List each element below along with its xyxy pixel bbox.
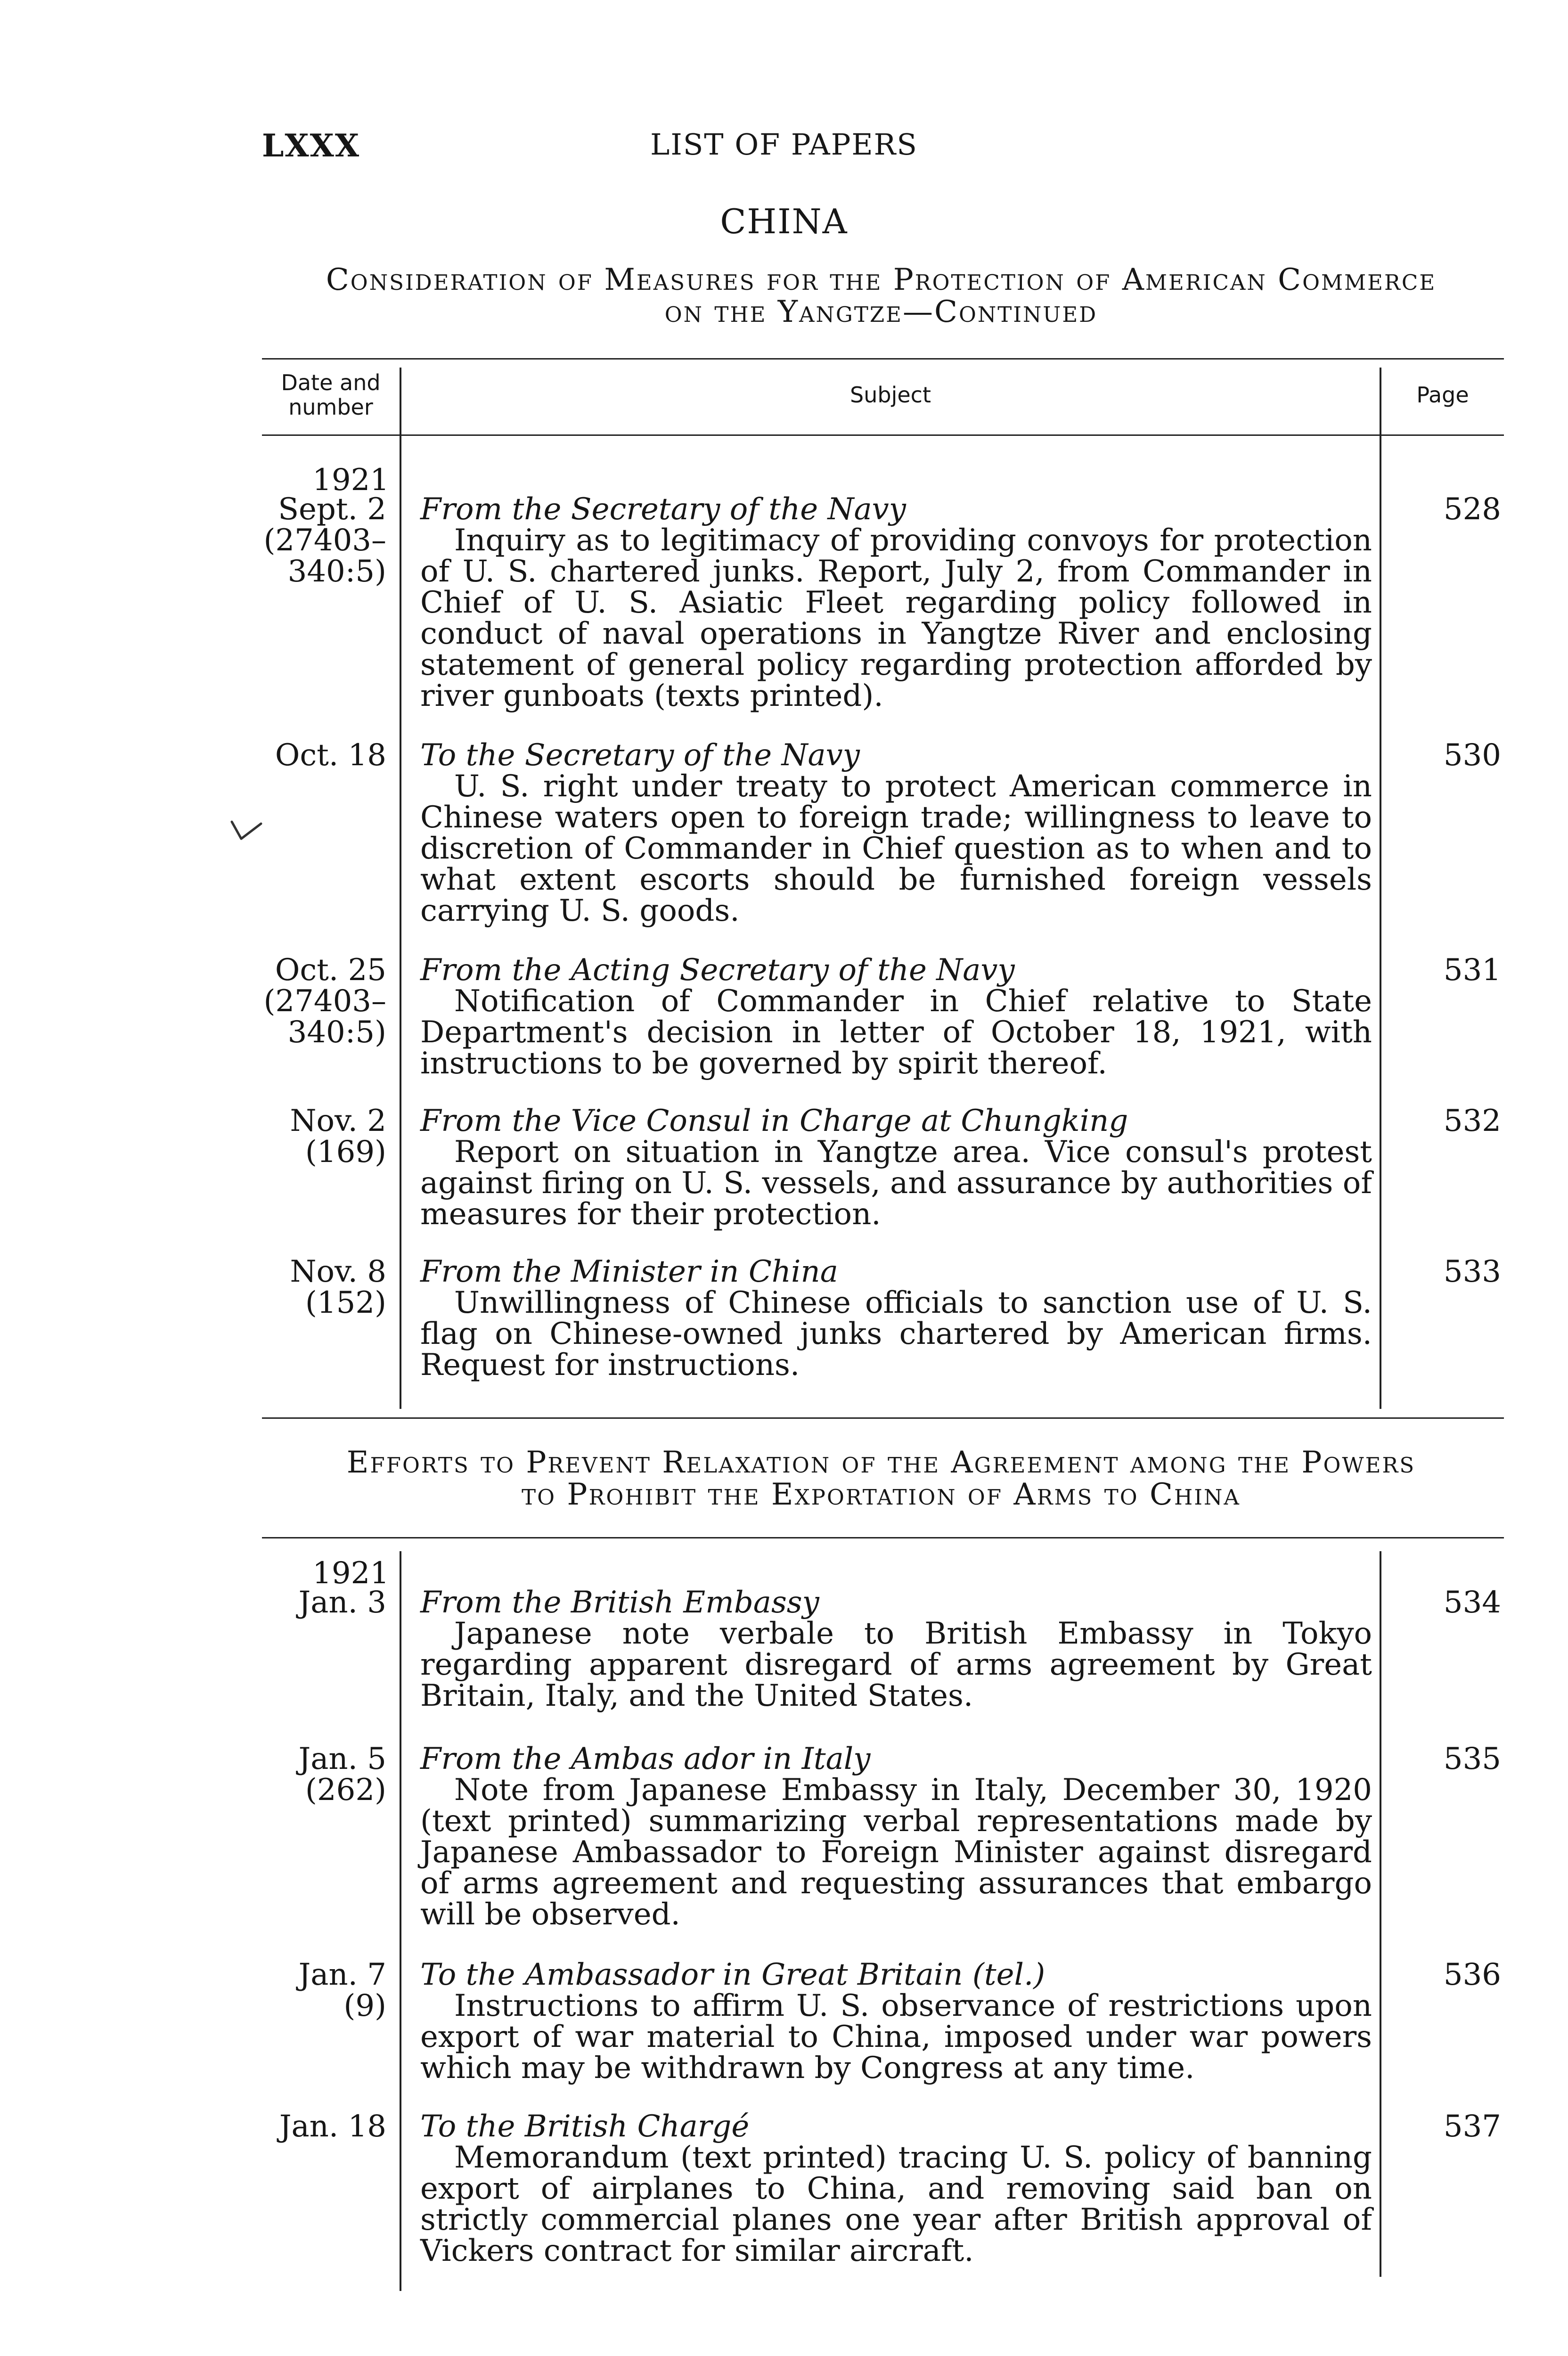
entry-correspondent: To the Secretary of the Navy bbox=[420, 738, 860, 773]
year-label: 1921 bbox=[312, 463, 389, 498]
entry-subject bbox=[420, 2111, 1372, 2266]
entry-correspondent: From the Vice Consul in Charge at Chungking bbox=[420, 1104, 1128, 1138]
entry-subject bbox=[420, 955, 1372, 1079]
entry-description: Unwillingness of Chinese officials to sanction use of U. S. flag on Chinese-owned junks chartered by American firms. Request for instructions. bbox=[420, 1285, 1372, 1383]
entry-description: Memorandum (text printed) tracing U. S. policy of banning export of airplanes to China, and removing said ban on strictly commercial planes one year after British approval of Vickers contract for similar aircraft. bbox=[420, 2140, 1372, 2268]
column-header-subject: Subject bbox=[850, 382, 931, 408]
entry-correspondent: From the Acting Secretary of the Navy bbox=[420, 953, 1015, 988]
entry-description: Instructions to affirm U. S. observance of restrictions upon export of war material to China, imposed under war powers which may be withdrawn by Congress at any time. bbox=[420, 1988, 1372, 2086]
section-divider-rule bbox=[262, 1417, 1504, 1419]
entry-description: U. S. right under treaty to protect American commerce in Chinese waters open to foreign trade; willingness to leave to discretion of Commander in Chief question as to when and to what extent escorts should be furnished foreign vessels carrying U. S. goods. bbox=[420, 769, 1372, 928]
entry-subject bbox=[420, 1587, 1372, 1711]
section-title-line: on the Yangtze—Continued bbox=[664, 294, 1098, 329]
entry-correspondent: From the Secretary of the Navy bbox=[420, 492, 906, 527]
entry-date: Sept. 2 (27403– 340:5) bbox=[263, 492, 386, 589]
papers-table-arms bbox=[262, 1537, 1504, 2291]
entry-page: 528 bbox=[1443, 492, 1501, 527]
entry-date: Nov. 8 (152) bbox=[290, 1254, 386, 1320]
table-header-rule bbox=[262, 434, 1504, 436]
section-title-line: to Prohibit the Exportation of Arms to China bbox=[522, 1477, 1241, 1512]
entry-correspondent: From the British Embassy bbox=[420, 1585, 819, 1620]
entry-correspondent: To the British Chargé bbox=[420, 2109, 750, 2144]
entry-page: 535 bbox=[1443, 1742, 1501, 1776]
year-label: 1921 bbox=[312, 1556, 389, 1591]
section-title-commerce bbox=[254, 264, 1508, 328]
entry-page: 531 bbox=[1443, 953, 1501, 988]
table-top-rule bbox=[262, 1537, 1504, 1538]
entry-subject bbox=[420, 1959, 1372, 2084]
entry-description: Japanese note verbale to British Embassy in Tokyo regarding apparent disregard of arms agreement by Great Britain, Italy, and the United States. bbox=[420, 1616, 1372, 1713]
column-header-date: Date and number bbox=[281, 370, 381, 420]
page-header bbox=[0, 127, 1568, 170]
entry-subject bbox=[420, 1743, 1372, 1930]
entry-subject bbox=[420, 1256, 1372, 1381]
entry-page: 533 bbox=[1443, 1254, 1501, 1289]
section-title-line: Efforts to Prevent Relaxation of the Agreement among the Powers bbox=[346, 1445, 1416, 1480]
entry-page: 534 bbox=[1443, 1585, 1501, 1620]
entry-correspondent: From the Ambas ador in Italy bbox=[420, 1742, 871, 1776]
entry-description: Notification of Commander in Chief relative to State Department's decision in letter of October 18, 1921, with instructions to be governed by spirit thereof. bbox=[420, 984, 1372, 1081]
entry-description: Note from Japanese Embassy in Italy, December 30, 1920 (text printed) summarizing verbal representations made by Japanese Ambassador to Foreign Minister against disregard of arms agreement and requesting assurances that embargo will be observed. bbox=[420, 1773, 1372, 1932]
page-number: LXXX bbox=[262, 127, 360, 164]
pencil-checkmark-icon bbox=[230, 815, 263, 843]
entry-date: Oct. 18 bbox=[275, 738, 386, 773]
entry-subject bbox=[420, 740, 1372, 926]
entry-page: 537 bbox=[1443, 2109, 1501, 2144]
entry-page: 536 bbox=[1443, 1957, 1501, 1992]
entry-date: Jan. 5 (262) bbox=[298, 1742, 386, 1808]
entry-correspondent: To the Ambassador in Great Britain (tel.) bbox=[420, 1957, 1045, 1992]
entry-date: Jan. 18 bbox=[279, 2109, 386, 2144]
entry-correspondent: From the Minister in China bbox=[420, 1254, 838, 1289]
column-divider bbox=[400, 368, 401, 1409]
column-divider bbox=[1380, 368, 1381, 1409]
column-divider bbox=[1380, 1551, 1381, 2277]
entry-page: 530 bbox=[1443, 738, 1501, 773]
entry-date: Oct. 25 (27403– 340:5) bbox=[263, 953, 386, 1050]
column-divider bbox=[400, 1551, 401, 2291]
country-heading: CHINA bbox=[720, 202, 848, 241]
entry-date: Jan. 7 (9) bbox=[298, 1957, 386, 2023]
entry-date: Nov. 2 (169) bbox=[290, 1104, 386, 1170]
table-top-rule bbox=[262, 358, 1504, 360]
papers-table-commerce bbox=[262, 358, 1504, 1409]
entry-subject bbox=[420, 1105, 1372, 1230]
entry-page: 532 bbox=[1443, 1104, 1501, 1138]
running-title: LIST OF PAPERS bbox=[650, 127, 918, 162]
section-title-arms bbox=[254, 1447, 1508, 1511]
entry-date: Jan. 3 bbox=[298, 1585, 386, 1620]
entry-description: Report on situation in Yangtze area. Vice consul's protest against firing on U. S. vessels, and assurance by authorities of measures for their protection. bbox=[420, 1135, 1372, 1232]
column-header-page: Page bbox=[1416, 382, 1469, 408]
entry-description: Inquiry as to legitimacy of providing convoys for protection of U. S. chartered junks. Report, July 2, from Commander in Chief of U. S. Asiatic Fleet regarding policy followed in conduct of naval operations in Yangtze River and enclosing statement of general policy regarding protection afforded by river gunboats (texts printed). bbox=[420, 523, 1372, 713]
section-title-line: Consideration of Measures for the Protection of American Commerce bbox=[326, 262, 1437, 297]
entry-subject bbox=[420, 494, 1372, 712]
